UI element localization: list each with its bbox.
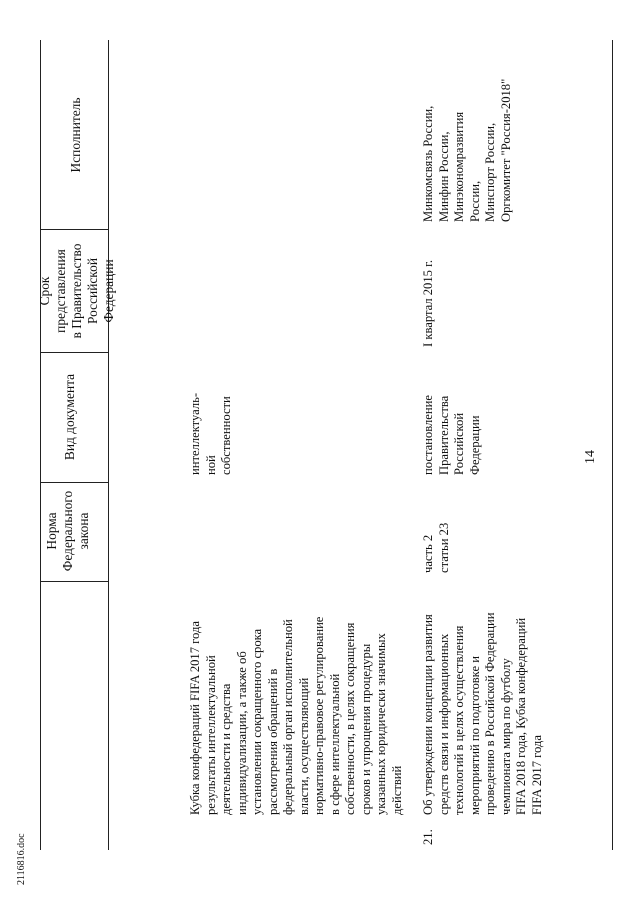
header-srok: Срок представления в Правительство Российской Федерации [37, 243, 116, 339]
col-sep-vid [40, 352, 108, 353]
col-sep-srok [40, 229, 108, 230]
row2-srok: I квартал 2015 г. [421, 260, 435, 347]
row1-vid: интеллектуаль- ной собственности [188, 392, 233, 475]
table-rule-bottom [612, 40, 613, 850]
row2-title: Об утверждении концепции развития средств связи и информационных технологий в целях осуществления мероприятий по подготовке и проведению в Российской Федерации чемпионата мира по футболу FIFA 2018 года, Кубка конфедераций FIFA 2017 года [421, 612, 544, 815]
header-norma: Норма Федерального закона [44, 490, 91, 572]
col-sep-title [40, 581, 108, 582]
row1-title: Кубка конфедераций FIFA 2017 года результаты интеллектуальной деятельности и средства индивидуализации, а также об установлении сокращенного срока рассмотрения обращений в федеральный орган исполнительной власти, осуществляющий нормативно-правовое регулирование в сфере интеллектуальной собственности, в целях сокращения сроков и упрощения процедуры указанных юридически значимых действий [188, 616, 404, 815]
table-rule-header [108, 40, 109, 850]
page-number: 14 [583, 450, 598, 464]
row2-vid: постановление Правительства Российской Федерации [421, 395, 482, 475]
header-ispolnitel: Исполнитель [68, 97, 83, 173]
table-rule-top [40, 40, 41, 850]
document-id: 2116816.doc [16, 833, 27, 885]
row2-norma: часть 2 статьи 23 [421, 522, 451, 573]
header-vid: Вид документа [62, 373, 77, 461]
row2-ispolnitel: Минкомсвязь России, Минфин России, Минэкономразвития России, Минспорт России, Оргкомитет "Россия-2018" [421, 78, 513, 222]
col-sep-norma [40, 482, 108, 483]
row2-number: 21. [421, 829, 435, 845]
